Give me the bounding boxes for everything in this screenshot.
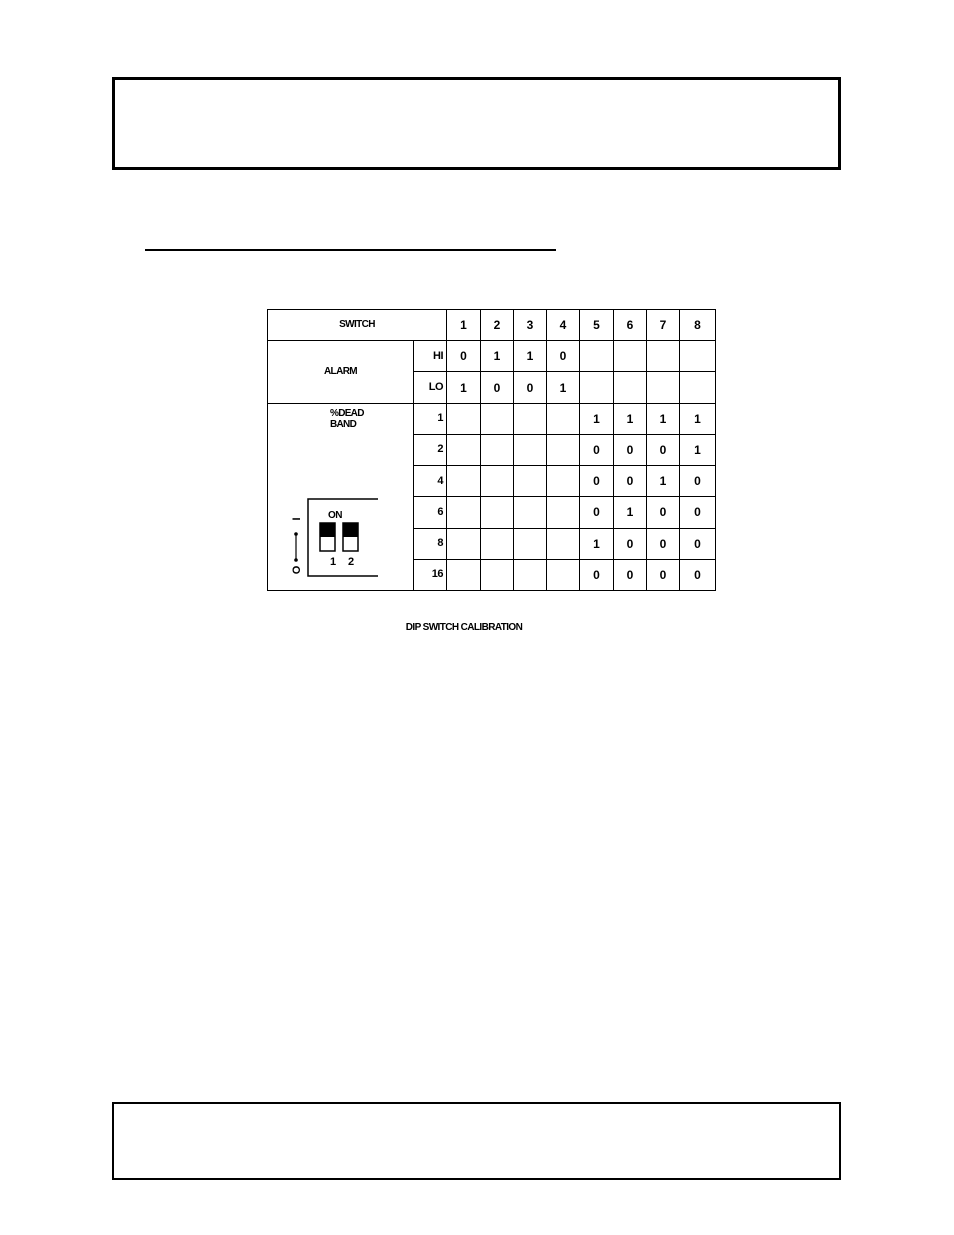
deadband-switch-value: 0 (647, 528, 680, 559)
deadband-switch-value: 0 (580, 559, 614, 590)
deadband-switch-value: 0 (614, 434, 647, 465)
alarm-row (268, 341, 716, 372)
deadband-switch-value: 0 (680, 466, 716, 497)
switch-number: 7 (647, 310, 680, 341)
deadband-switch-value (447, 528, 481, 559)
deadband-row-key: 8 (414, 528, 447, 559)
alarm-switch-value: 0 (514, 372, 547, 403)
deadband-label (330, 408, 390, 430)
deadband-switch-value: 0 (680, 497, 716, 528)
deadband-switch-value (514, 497, 547, 528)
deadband-label-cell (268, 403, 414, 590)
alarm-switch-value (680, 341, 716, 372)
alarm-switch-value: 1 (514, 341, 547, 372)
deadband-switch-value (447, 559, 481, 590)
switch-number: 6 (614, 310, 647, 341)
deadband-row-key: 6 (414, 497, 447, 528)
deadband-switch-value (547, 559, 580, 590)
deadband-switch-value: 0 (647, 434, 680, 465)
deadband-switch-value (514, 466, 547, 497)
deadband-switch-value (481, 466, 514, 497)
switch-number: 4 (547, 310, 580, 341)
alarm-switch-value (580, 372, 614, 403)
alarm-switch-value: 0 (447, 341, 481, 372)
alarm-row-key: HI (414, 341, 447, 372)
deadband-switch-value (447, 466, 481, 497)
switch-number: 8 (680, 310, 716, 341)
deadband-switch-value (481, 528, 514, 559)
alarm-row-key: LO (414, 372, 447, 403)
deadband-switch-value: 1 (614, 497, 647, 528)
on-label: ON (328, 509, 342, 521)
deadband-switch-value: 0 (614, 466, 647, 497)
deadband-row-key: 1 (414, 403, 447, 434)
alarm-switch-value: 0 (481, 372, 514, 403)
switch-2-number: 2 (348, 555, 355, 568)
deadband-switch-value (547, 497, 580, 528)
alarm-switch-value: 1 (547, 372, 580, 403)
header-box (112, 77, 841, 170)
deadband-row-key: 4 (414, 466, 447, 497)
alarm-switch-value (647, 372, 680, 403)
switch-1-number: 1 (330, 555, 337, 568)
dip-switch-grid (267, 309, 716, 591)
deadband-switch-value: 0 (614, 528, 647, 559)
deadband-switch-value (514, 403, 547, 434)
dip-table-body (268, 310, 716, 591)
switch-2-lever (343, 523, 358, 537)
alarm-switch-value: 1 (447, 372, 481, 403)
section-heading-underline (145, 249, 556, 251)
header-row (268, 310, 716, 341)
alarm-switch-value (614, 341, 647, 372)
deadband-switch-value (514, 559, 547, 590)
deadband-switch-value (547, 434, 580, 465)
deadband-label-line1: %DEAD (330, 407, 364, 419)
deadband-switch-value: 0 (580, 497, 614, 528)
dip-switch-icon (286, 496, 386, 584)
legend-on-marker: I (291, 517, 303, 521)
alarm-switch-value (647, 341, 680, 372)
deadband-switch-value: 1 (680, 403, 716, 434)
deadband-switch-value: 0 (680, 559, 716, 590)
legend-off-marker: O (291, 565, 303, 574)
deadband-switch-value (481, 403, 514, 434)
figure-caption: DIP SWITCH CALIBRATION (405, 622, 523, 633)
deadband-switch-value (547, 528, 580, 559)
switch-number: 2 (481, 310, 514, 341)
legend-dot-bottom (294, 558, 298, 562)
deadband-row (268, 403, 716, 434)
deadband-label-line2: BAND (330, 418, 357, 430)
deadband-switch-value: 1 (580, 528, 614, 559)
deadband-switch-value (481, 559, 514, 590)
deadband-switch-value (547, 466, 580, 497)
deadband-switch-value: 0 (614, 559, 647, 590)
deadband-switch-value (447, 403, 481, 434)
footer-box (112, 1102, 841, 1180)
deadband-switch-value (514, 434, 547, 465)
deadband-switch-value (481, 497, 514, 528)
switch-label: SWITCH (268, 310, 447, 341)
switch-number: 5 (580, 310, 614, 341)
deadband-switch-value: 0 (580, 466, 614, 497)
deadband-row-key: 2 (414, 434, 447, 465)
deadband-switch-value (447, 434, 481, 465)
deadband-switch-value: 1 (614, 403, 647, 434)
deadband-switch-value: 0 (580, 434, 614, 465)
deadband-switch-value (447, 497, 481, 528)
deadband-switch-value: 0 (647, 559, 680, 590)
switch-number: 3 (514, 310, 547, 341)
switch-1-lever (320, 523, 335, 537)
dip-switch-table (267, 309, 715, 591)
deadband-switch-value: 1 (647, 403, 680, 434)
deadband-switch-value: 0 (647, 497, 680, 528)
deadband-switch-value (547, 403, 580, 434)
alarm-switch-value (580, 341, 614, 372)
switch-number: 1 (447, 310, 481, 341)
alarm-switch-value (680, 372, 716, 403)
deadband-switch-value: 1 (647, 466, 680, 497)
alarm-label: ALARM (268, 341, 414, 403)
deadband-switch-value: 0 (680, 528, 716, 559)
legend-dot-top (294, 532, 298, 536)
alarm-switch-value: 1 (481, 341, 514, 372)
alarm-switch-value (614, 372, 647, 403)
deadband-switch-value (481, 434, 514, 465)
deadband-row-key: 16 (414, 559, 447, 590)
deadband-switch-value (514, 528, 547, 559)
alarm-switch-value: 0 (547, 341, 580, 372)
deadband-switch-value: 1 (680, 434, 716, 465)
deadband-switch-value: 1 (580, 403, 614, 434)
